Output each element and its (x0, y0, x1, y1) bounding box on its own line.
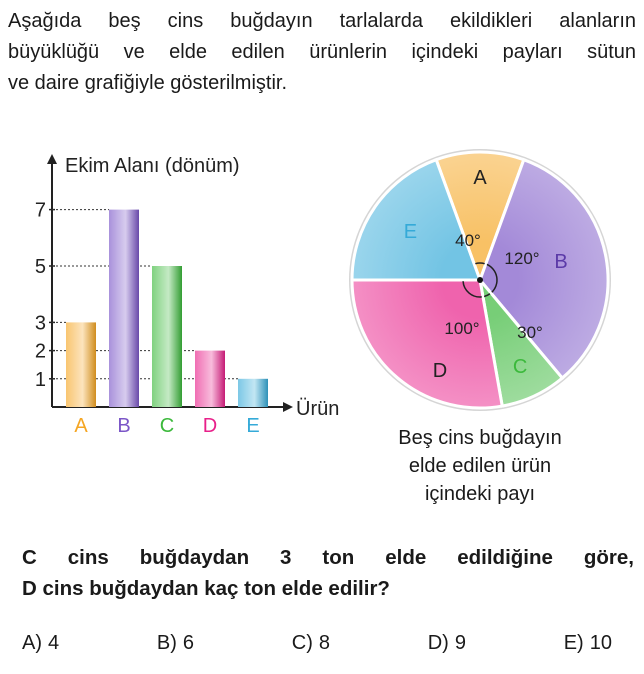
option-value: 10 (589, 632, 612, 654)
answer-options (22, 632, 612, 655)
option-letter: B) (156, 632, 177, 654)
pie-chart (340, 140, 630, 420)
bar-a (66, 322, 96, 407)
pie-slice-label: E (403, 221, 418, 244)
option-letter: E) (563, 632, 584, 654)
option-value: 9 (454, 632, 466, 654)
angle-label: 100° (444, 319, 480, 338)
y-tick-label: 2 (34, 340, 46, 363)
pie-caption-line-1: Beş cins buğdayın (398, 427, 562, 449)
angle-arc (475, 263, 484, 264)
question-text (22, 542, 634, 604)
pie-caption-line-3: içindeki payı (424, 483, 536, 505)
bar-b (109, 210, 139, 407)
option-c[interactable] (292, 632, 330, 655)
angle-label: 40° (455, 231, 481, 250)
pie-slice-label: C (512, 356, 528, 379)
y-tick-label: 3 (34, 312, 46, 335)
x-tick-label: C (159, 415, 175, 437)
x-tick-label: E (246, 415, 260, 437)
option-value: 4 (48, 632, 60, 654)
y-axis-label: Ekim Alanı (dönüm) (65, 155, 240, 177)
option-value: 6 (182, 632, 194, 654)
pie-slice-d (352, 280, 502, 408)
x-tick-label: D (202, 415, 218, 437)
option-d[interactable] (428, 632, 466, 655)
option-letter: A) (22, 632, 42, 654)
option-letter: D) (427, 632, 449, 654)
option-a[interactable] (22, 632, 59, 655)
intro-text (8, 6, 636, 99)
pie-caption (360, 424, 600, 508)
option-e[interactable] (564, 632, 612, 655)
pie-slice-label: A (473, 167, 487, 189)
intro-line-3: ve daire grafiğiyle gösterilmiştir. (8, 72, 287, 94)
x-tick-label: B (117, 415, 131, 437)
y-tick-label: 5 (34, 256, 46, 278)
angle-label: 120° (504, 249, 540, 268)
angle-label: 30° (517, 323, 543, 342)
bar-chart (0, 140, 340, 440)
y-tick-label: 1 (34, 368, 46, 391)
question-line-2: D cins buğdaydan kaç ton elde edilir? (22, 577, 390, 600)
bar-c (152, 266, 182, 407)
pie-slice-label: D (432, 360, 448, 382)
option-value: 8 (318, 632, 330, 654)
option-b[interactable] (157, 632, 194, 655)
y-tick-label: 7 (34, 199, 46, 222)
y-axis-arrow (47, 154, 57, 164)
bar-e (238, 379, 268, 407)
x-axis-arrow (283, 402, 293, 412)
bar-d (195, 351, 225, 407)
intro-line-2: büyüklüğü ve elde edilen ürünlerin içindeki payları sütun (8, 41, 636, 63)
pie-caption-line-2: elde edilen ürün (408, 455, 552, 477)
option-letter: C) (291, 632, 313, 654)
pie-slice-label: B (554, 251, 568, 273)
intro-line-1: Aşağıda beş cins buğdayın tarlalarda ekildikleri alanların (8, 10, 636, 32)
x-axis-label: Ürün (296, 398, 340, 420)
question-line-1: C cins buğdaydan 3 ton elde edildiğine göre, (22, 546, 634, 569)
x-tick-label: A (74, 415, 88, 437)
pie-center-dot (477, 277, 483, 283)
